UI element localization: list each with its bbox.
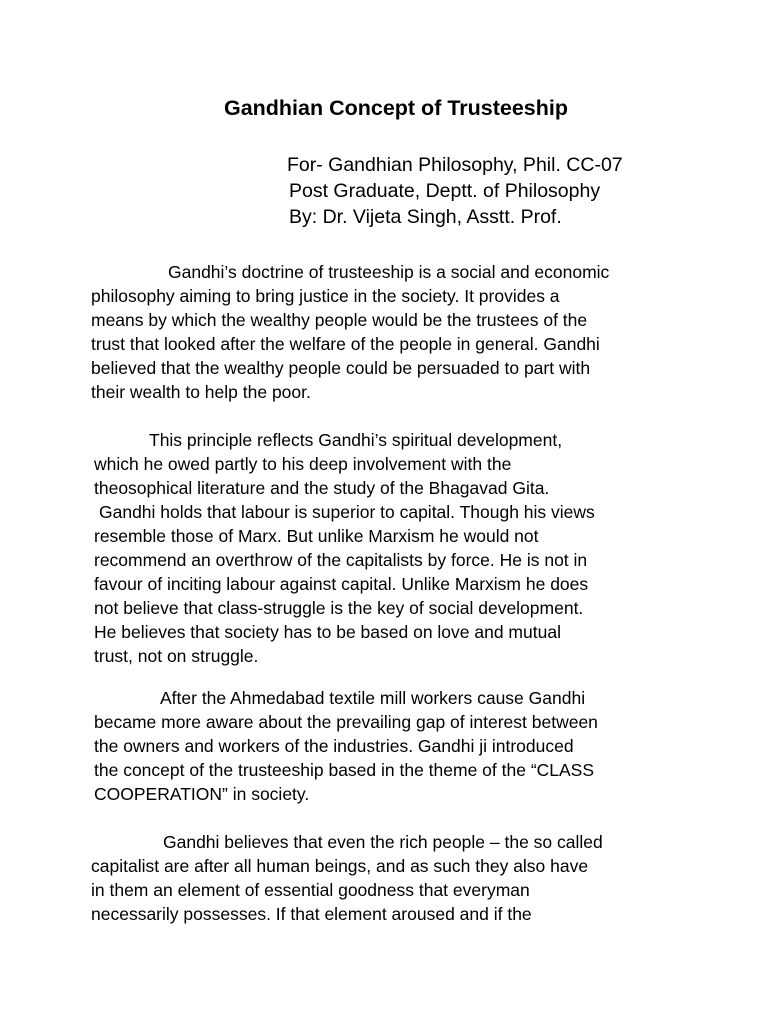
paragraph-line: COOPERATION” in society. <box>94 784 310 804</box>
paragraph-line: the owners and workers of the industries. Gandhi ji introduced <box>94 736 574 756</box>
paragraph-line: philosophy aiming to bring justice in the society. It provides a <box>91 286 560 306</box>
paragraph-line: Gandhi’s doctrine of trusteeship is a social and economic <box>168 262 610 282</box>
author-line: By: Dr. Vijeta Singh, Asstt. Prof. <box>289 206 562 228</box>
paragraph-line: favour of inciting labour against capital. Unlike Marxism he does <box>94 574 589 594</box>
paragraph-line: which he owed partly to his deep involvement with the <box>94 454 512 474</box>
paragraph-line: their wealth to help the poor. <box>91 382 311 402</box>
paragraph-1 <box>91 260 609 404</box>
paragraph-line: After the Ahmedabad textile mill workers cause Gandhi <box>160 688 586 708</box>
paragraph-line: Gandhi holds that labour is superior to capital. Though his views <box>99 502 595 522</box>
paragraph-line: theosophical literature and the study of the Bhagavad Gita. <box>94 478 550 498</box>
paragraph-line: not believe that class-struggle is the key of social development. <box>94 598 584 618</box>
paragraph-line: He believes that society has to be based on love and mutual <box>94 622 561 642</box>
paragraph-line: believed that the wealthy people could be persuaded to part with <box>91 358 591 378</box>
paragraph-line: became more aware about the prevailing gap of interest between <box>94 712 598 732</box>
paragraph-2 <box>94 428 595 668</box>
paragraph-line: necessarily possesses. If that element aroused and if the <box>91 904 532 924</box>
paragraph-line: in them an element of essential goodness that everyman <box>91 880 530 900</box>
paragraph-line: means by which the wealthy people would be the trustees of the <box>91 310 588 330</box>
document-meta <box>287 152 623 230</box>
paragraph-3 <box>94 686 598 806</box>
paragraph-4 <box>91 830 603 926</box>
course-line: For- Gandhian Philosophy, Phil. CC-07 <box>287 154 623 176</box>
paragraph-line: the concept of the trusteeship based in the theme of the “CLASS <box>94 760 595 780</box>
paragraph-line: capitalist are after all human beings, and as such they also have <box>91 856 589 876</box>
paragraph-line: resemble those of Marx. But unlike Marxism he would not <box>94 526 539 546</box>
paragraph-line: trust that looked after the welfare of the people in general. Gandhi <box>91 334 600 354</box>
paragraph-line: trust, not on struggle. <box>94 646 259 666</box>
paragraph-line: recommend an overthrow of the capitalists by force. He is not in <box>94 550 588 570</box>
department-line: Post Graduate, Deptt. of Philosophy <box>289 180 601 202</box>
paragraph-line: Gandhi believes that even the rich people – the so called <box>163 832 603 852</box>
paragraph-line: This principle reflects Gandhi’s spiritual development, <box>149 430 563 450</box>
document-title: Gandhian Concept of Trusteeship <box>223 96 569 120</box>
